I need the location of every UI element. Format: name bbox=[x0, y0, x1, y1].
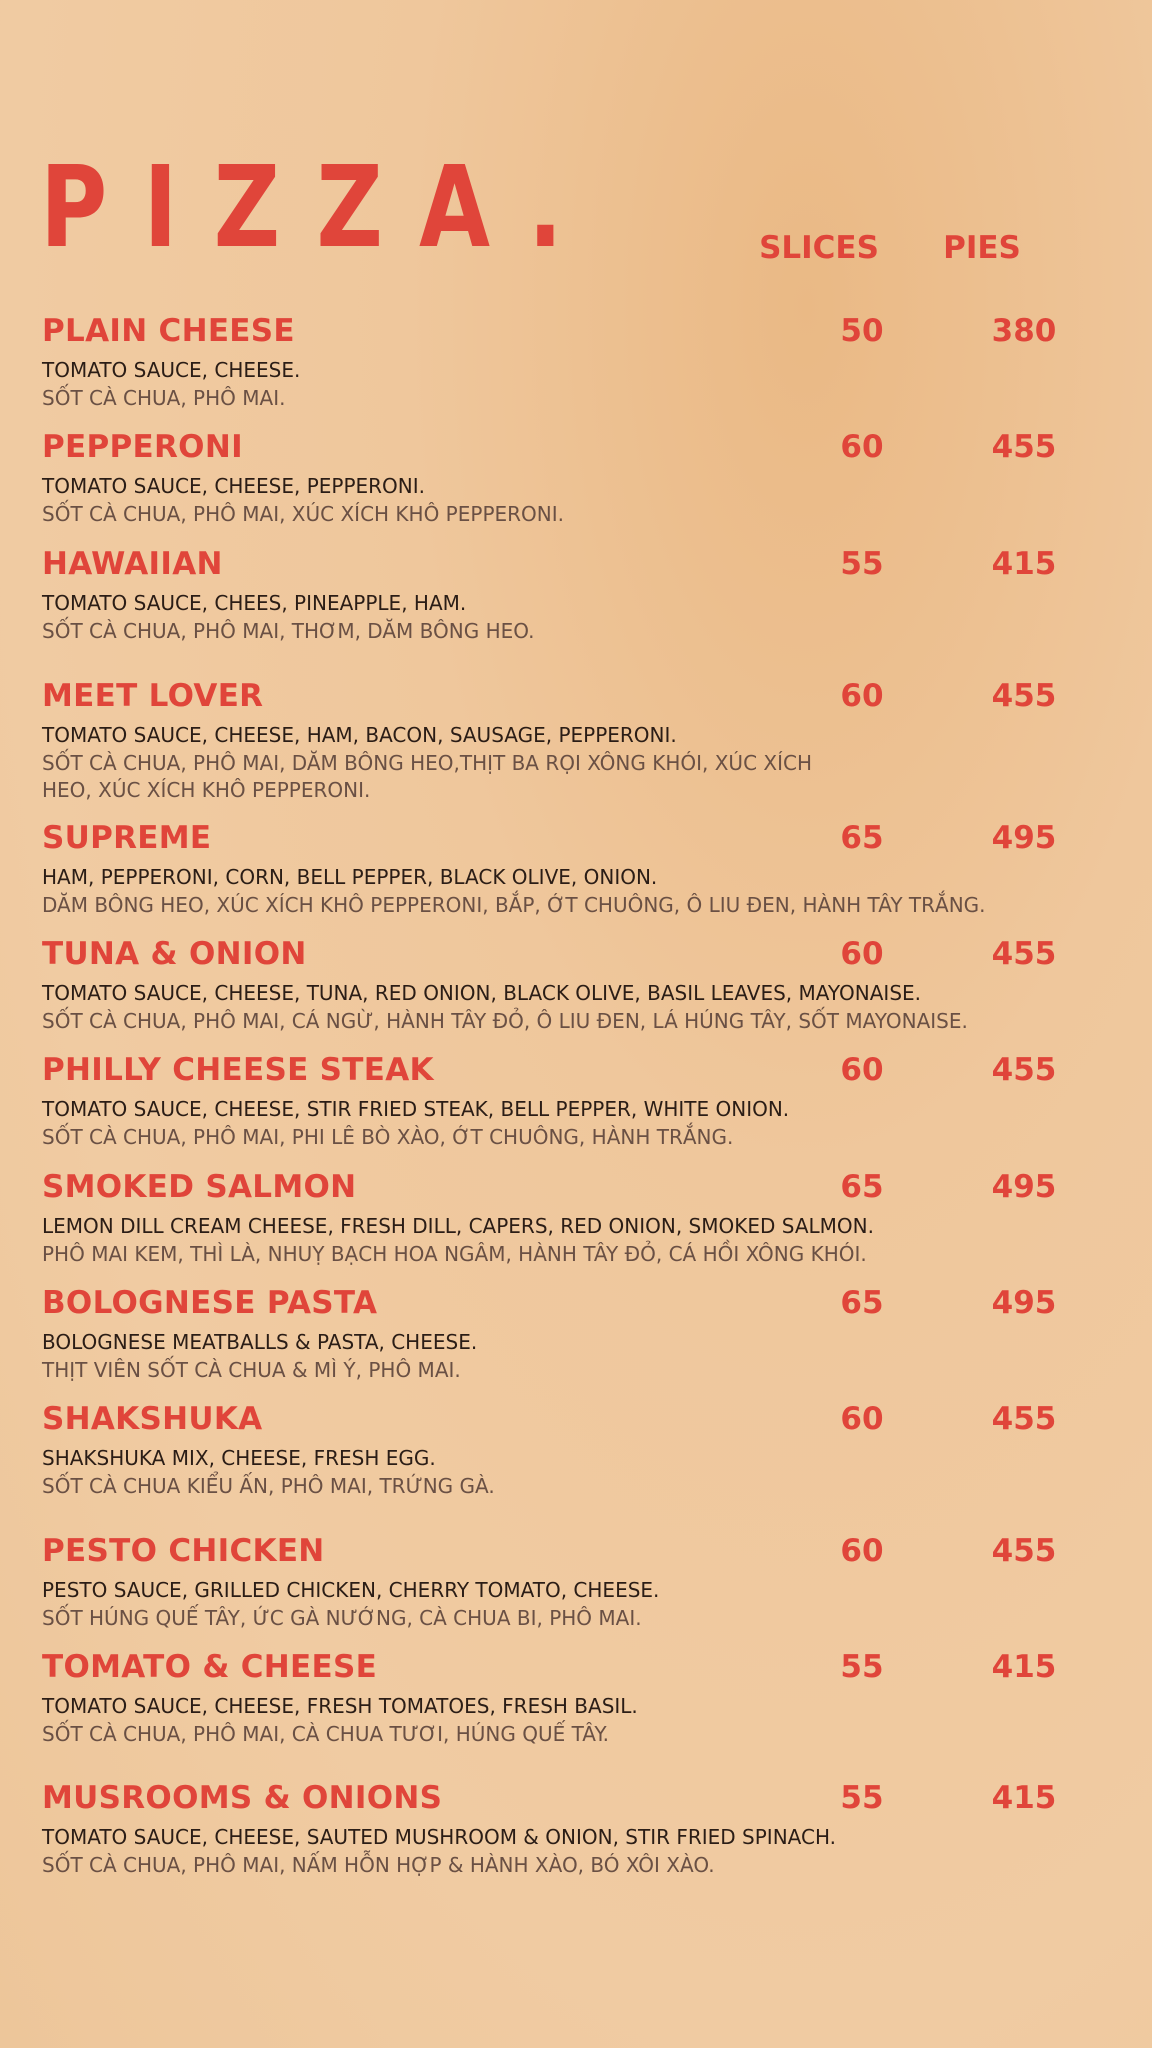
item-description-vi: SỐT CÀ CHUA, PHÔ MAI, DĂM BÔNG HEO,THỊT BA RỌI XÔNG KHÓI, XÚC XÍCH HEO, XÚC XÍCH KHÔ PEPPERONI. bbox=[42, 751, 812, 802]
item-description-vi: PHÔ MAI KEM, THÌ LÀ, NHUỴ BẠCH HOA NGÂM, HÀNH TÂY ĐỎ, CÁ HỒI XÔNG KHÓI. bbox=[42, 1242, 867, 1266]
item-name: PLAIN CHEESE bbox=[42, 313, 295, 349]
item-description-en: LEMON DILL CREAM CHEESE, FRESH DILL, CAPERS, RED ONION, SMOKED SALMON. bbox=[42, 1214, 874, 1238]
column-header-pies: PIES bbox=[943, 230, 1021, 266]
menu-item-plain-cheese bbox=[42, 311, 1122, 421]
item-description-vi: SỐT CÀ CHUA, PHÔ MAI, CÁ NGỪ, HÀNH TÂY ĐỎ, Ô LIU ĐEN, LÁ HÚNG TÂY, SỐT MAYONAISE. bbox=[42, 1009, 968, 1033]
item-description-en: TOMATO SAUCE, CHEESE, FRESH TOMATOES, FRESH BASIL. bbox=[42, 1694, 638, 1718]
item-price-slices: 60 bbox=[840, 678, 884, 714]
item-price-pies: 455 bbox=[991, 1533, 1057, 1569]
item-name: PEPPERONI bbox=[42, 429, 243, 465]
item-price-pies: 415 bbox=[991, 1649, 1057, 1685]
item-price-slices: 55 bbox=[840, 546, 884, 582]
item-name: MUSROOMS & ONIONS bbox=[42, 1780, 443, 1816]
item-price-slices: 60 bbox=[840, 1401, 884, 1437]
menu-item-smoked-salmon bbox=[42, 1167, 1122, 1277]
item-price-slices: 60 bbox=[840, 429, 884, 465]
item-price-slices: 65 bbox=[840, 820, 884, 856]
item-price-pies: 455 bbox=[991, 678, 1057, 714]
item-description-vi: SỐT CÀ CHUA, PHÔ MAI, NẤM HỖN HỢP & HÀNH XÀO, BÓ XÔI XÀO. bbox=[42, 1853, 715, 1877]
menu-item-shakshuka bbox=[42, 1399, 1122, 1509]
item-name: TUNA & ONION bbox=[42, 936, 307, 972]
item-description-vi: SỐT CÀ CHUA, PHÔ MAI, THƠM, DĂM BÔNG HEO. bbox=[42, 619, 535, 643]
item-price-pies: 380 bbox=[991, 313, 1057, 349]
item-name: MEET LOVER bbox=[42, 678, 264, 714]
item-price-pies: 495 bbox=[991, 1169, 1057, 1205]
item-description-en: TOMATO SAUCE, CHEESE, PEPPERONI. bbox=[42, 474, 425, 498]
item-price-slices: 65 bbox=[840, 1169, 884, 1205]
item-description-vi: SỐT CÀ CHUA, PHÔ MAI. bbox=[42, 386, 286, 410]
menu-item-pepperoni bbox=[42, 427, 1122, 537]
menu-item-philly-cheese-steak bbox=[42, 1050, 1122, 1160]
item-description-vi: DĂM BÔNG HEO, XÚC XÍCH KHÔ PEPPERONI, BẮP, ỚT CHUÔNG, Ô LIU ĐEN, HÀNH TÂY TRẮNG. bbox=[42, 893, 986, 917]
item-description-en: SHAKSHUKA MIX, CHEESE, FRESH EGG. bbox=[42, 1446, 436, 1470]
item-price-pies: 495 bbox=[991, 820, 1057, 856]
item-name: HAWAIIAN bbox=[42, 546, 223, 582]
item-price-slices: 65 bbox=[840, 1285, 884, 1321]
item-name: PHILLY CHEESE STEAK bbox=[42, 1052, 434, 1088]
item-price-slices: 60 bbox=[840, 1052, 884, 1088]
item-name: PESTO CHICKEN bbox=[42, 1533, 325, 1569]
item-description-vi: SỐT CÀ CHUA KIỂU ẤN, PHÔ MAI, TRỨNG GÀ. bbox=[42, 1474, 495, 1498]
item-description-vi: SỐT CÀ CHUA, PHÔ MAI, XÚC XÍCH KHÔ PEPPERONI. bbox=[42, 502, 564, 526]
item-name: BOLOGNESE PASTA bbox=[42, 1285, 378, 1321]
item-price-pies: 415 bbox=[991, 546, 1057, 582]
item-description-en: TOMATO SAUCE, CHEESE, STIR FRIED STEAK, BELL PEPPER, WHITE ONION. bbox=[42, 1097, 790, 1121]
menu-item-bolognese-pasta bbox=[42, 1283, 1122, 1393]
menu-item-pesto-chicken bbox=[42, 1531, 1122, 1641]
menu-item-meet-lover bbox=[42, 676, 1122, 806]
item-description-en: PESTO SAUCE, GRILLED CHICKEN, CHERRY TOMATO, CHEESE. bbox=[42, 1578, 660, 1602]
item-description-en: TOMATO SAUCE, CHEESE, SAUTED MUSHROOM & ONION, STIR FRIED SPINACH. bbox=[42, 1825, 836, 1849]
item-price-pies: 455 bbox=[991, 1401, 1057, 1437]
item-price-pies: 415 bbox=[991, 1780, 1057, 1816]
item-price-pies: 495 bbox=[991, 1285, 1057, 1321]
item-price-slices: 55 bbox=[840, 1649, 884, 1685]
item-description-en: HAM, PEPPERONI, CORN, BELL PEPPER, BLACK OLIVE, ONION. bbox=[42, 865, 658, 889]
item-price-slices: 50 bbox=[840, 313, 884, 349]
item-name: SUPREME bbox=[42, 820, 212, 856]
item-price-slices: 60 bbox=[840, 936, 884, 972]
item-name: SHAKSHUKA bbox=[42, 1401, 263, 1437]
item-name: SMOKED SALMON bbox=[42, 1169, 357, 1205]
item-price-pies: 455 bbox=[991, 429, 1057, 465]
page-title: PIZZA. bbox=[40, 143, 599, 273]
item-description-en: TOMATO SAUCE, CHEESE, TUNA, RED ONION, BLACK OLIVE, BASIL LEAVES, MAYONAISE. bbox=[42, 981, 922, 1005]
menu-item-supreme bbox=[42, 818, 1122, 928]
item-description-en: TOMATO SAUCE, CHEESE. bbox=[42, 358, 301, 382]
item-name: TOMATO & CHEESE bbox=[42, 1649, 378, 1685]
item-price-slices: 55 bbox=[840, 1780, 884, 1816]
menu-item-tomato-cheese bbox=[42, 1647, 1122, 1757]
item-description-en: TOMATO SAUCE, CHEESE, HAM, BACON, SAUSAGE, PEPPERONI. bbox=[42, 723, 677, 747]
item-description-vi: SỐT CÀ CHUA, PHÔ MAI, CÀ CHUA TƯƠI, HÚNG QUẾ TÂY. bbox=[42, 1722, 609, 1746]
item-description-vi: THỊT VIÊN SỐT CÀ CHUA & MÌ Ý, PHÔ MAI. bbox=[42, 1358, 461, 1382]
menu-item-tuna-onion bbox=[42, 934, 1122, 1044]
menu-item-musrooms-onions bbox=[42, 1778, 1122, 1888]
item-price-pies: 455 bbox=[991, 1052, 1057, 1088]
item-description-vi: SỐT CÀ CHUA, PHÔ MAI, PHI LÊ BÒ XÀO, ỚT CHUÔNG, HÀNH TRẮNG. bbox=[42, 1125, 734, 1149]
item-description-vi: SỐT HÚNG QUẾ TÂY, ỨC GÀ NƯỚNG, CÀ CHUA BI, PHÔ MAI. bbox=[42, 1606, 642, 1630]
item-description-en: BOLOGNESE MEATBALLS & PASTA, CHEESE. bbox=[42, 1330, 478, 1354]
item-price-slices: 60 bbox=[840, 1533, 884, 1569]
menu-item-hawaiian bbox=[42, 544, 1122, 654]
item-description-en: TOMATO SAUCE, CHEES, PINEAPPLE, HAM. bbox=[42, 591, 467, 615]
column-header-slices: SLICES bbox=[759, 230, 879, 266]
item-price-pies: 455 bbox=[991, 936, 1057, 972]
